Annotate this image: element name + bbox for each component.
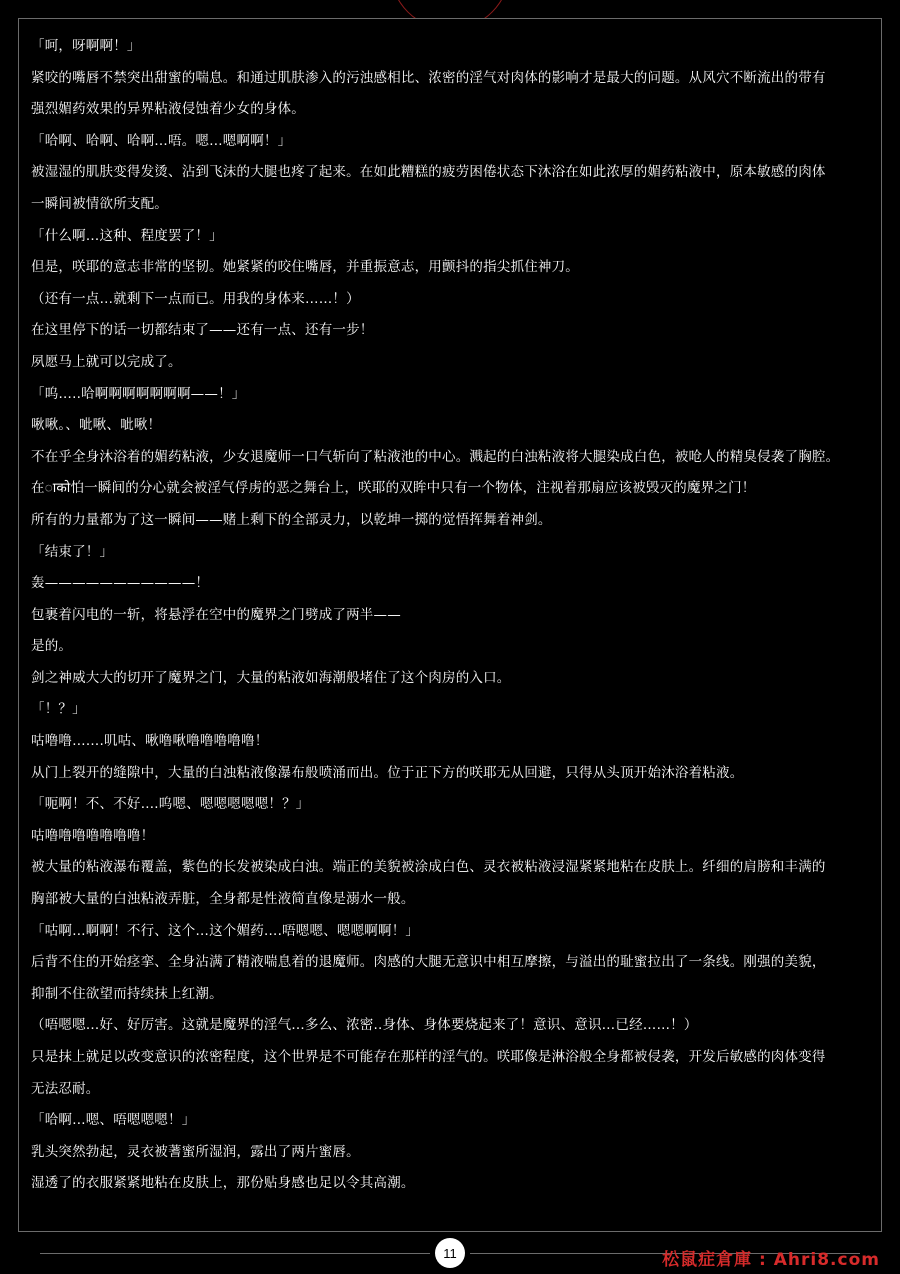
text-line: 强烈媚药效果的异界粘液侵蚀着少女的身体。 xyxy=(31,101,305,118)
text-line: 被湿湿的肌肤变得发烫、沾到飞沫的大腿也疼了起来。在如此糟糕的疲劳困倦状态下沐浴在如此浓厚的媚药粘液中，原本敏感的肉体 xyxy=(31,164,826,181)
text-line: （还有一点…就剩下一点而已。用我的身体来……！） xyxy=(31,290,360,307)
page-number-badge: 11 xyxy=(435,1238,465,1268)
text-line: 一瞬间被情欲所支配。 xyxy=(31,195,168,212)
text-line: 所有的力量都为了这一瞬间——赌上剩下的全部灵力，以乾坤一掷的觉悟挥舞着神剑。 xyxy=(31,511,552,528)
text-line: 啾啾。、呲啾、呲啾！ xyxy=(31,417,162,434)
text-line: 咕噜噜噜噜噜噜噜！ xyxy=(31,827,155,844)
text-line: 湿透了的衣服紧紧地粘在皮肤上，那份贴身感也足以令其高潮。 xyxy=(31,1175,415,1192)
text-line: 乳头突然勃起，灵衣被蓍蜜所湿润，露出了两片蜜唇。 xyxy=(31,1143,360,1160)
text-line: 「咕啊…啊啊！不行、这个…这个媚药….唔嗯嗯、嗯嗯啊啊！」 xyxy=(31,922,420,939)
text-line: 轰———————————！ xyxy=(31,575,210,592)
text-line: 从门上裂开的缝隙中，大量的白浊粘液像瀑布般喷涌而出。位于正下方的咲耶无从回避，只得从头顶开始沐浴着粘液。 xyxy=(31,764,744,781)
text-frame xyxy=(18,18,882,1232)
text-line: 「哈啊、哈啊、哈啊…唔。嗯…嗯啊啊！」 xyxy=(31,132,292,149)
novel-text-body xyxy=(31,31,869,1191)
text-line: 「什么啊…这种、程度罢了！」 xyxy=(31,227,223,244)
text-line: 被大量的粘液瀑布覆盖，紫色的长发被染成白浊。端正的美貌被涂成白色、灵衣被粘液浸湿紧紧地粘在皮肤上。纤细的肩膀和丰满的 xyxy=(31,859,826,876)
text-line: 「结束了！」 xyxy=(31,543,114,560)
text-line: 「呵，呀啊啊！」 xyxy=(31,38,141,54)
text-line: 但是，咲耶的意志非常的坚韧。她紧紧的咬住嘴唇，并重振意志，用颤抖的指尖抓住神刀。 xyxy=(31,259,579,276)
text-line: 后背不住的开始痉挛、全身沾满了精液喘息着的退魔师。肉感的大腿无意识中相互摩擦，与溢出的耻蜜拉出了一条线。刚强的美貌， xyxy=(31,954,826,971)
text-line: 胸部被大量的白浊粘液弄脏，全身都是性液简直像是溺水一般。 xyxy=(31,891,415,908)
text-line: 「呃啊！不、不好….呜嗯、嗯嗯嗯嗯嗯！？」 xyxy=(31,796,310,813)
text-line: 在这里停下的话一切都结束了——还有一点、还有一步！ xyxy=(31,322,374,339)
watermark-text: 松鼠症倉庫 : Ahri8.com xyxy=(662,1250,880,1270)
text-line: 无法忍耐。 xyxy=(31,1080,100,1097)
text-line: 在ाको怕一瞬间的分心就会被淫气俘虏的恶之舞台上，咲耶的双眸中只有一个物体，注视着那扇应该被毁灭的魔界之门！ xyxy=(31,480,756,497)
text-line: 只是抹上就足以改变意识的浓密程度，这个世界是不可能存在那样的淫气的。咲耶像是淋浴般全身都被侵袭，开发后敏感的肉体变得 xyxy=(31,1049,826,1065)
footer-rule-left xyxy=(40,1253,430,1254)
text-line: 咕噜噜…….叽咕、啾噜啾噜噜噜噜噜！ xyxy=(31,733,269,750)
text-line: 「哈啊…嗯、唔嗯嗯嗯！」 xyxy=(31,1112,196,1129)
text-line: 夙愿马上就可以完成了。 xyxy=(31,353,182,370)
text-line: 紧咬的嘴唇不禁突出甜蜜的喘息。和通过肌肤渗入的污浊感相比、浓密的淫气对肉体的影响才是最大的问题。从风穴不断流出的带有 xyxy=(31,69,826,86)
text-line: 包裹着闪电的一斩，将悬浮在空中的魔界之门劈成了两半—— xyxy=(31,606,401,623)
text-line: 「呜…..哈啊啊啊啊啊啊啊——！」 xyxy=(31,385,246,402)
text-line: 「！？」 xyxy=(31,701,86,718)
text-line: 是的。 xyxy=(31,638,73,655)
page-footer xyxy=(0,1232,900,1274)
text-line: 不在乎全身沐浴着的媚药粘液，少女退魔师一口气斩向了粘液池的中心。溅起的白浊粘液将大腿染成白色，被呛人的精臭侵袭了胸腔。 xyxy=(31,448,840,465)
text-line: 抑制不住欲望而持续抹上红潮。 xyxy=(31,985,223,1002)
text-line: 剑之神威大大的切开了魔界之门，大量的粘液如海潮般堵住了这个肉房的入口。 xyxy=(31,669,511,686)
text-line: （唔嗯嗯…好、好厉害。这就是魔界的淫气…多么、浓密..身体、身体要烧起来了！意识、意识…已经……！） xyxy=(31,1017,698,1034)
